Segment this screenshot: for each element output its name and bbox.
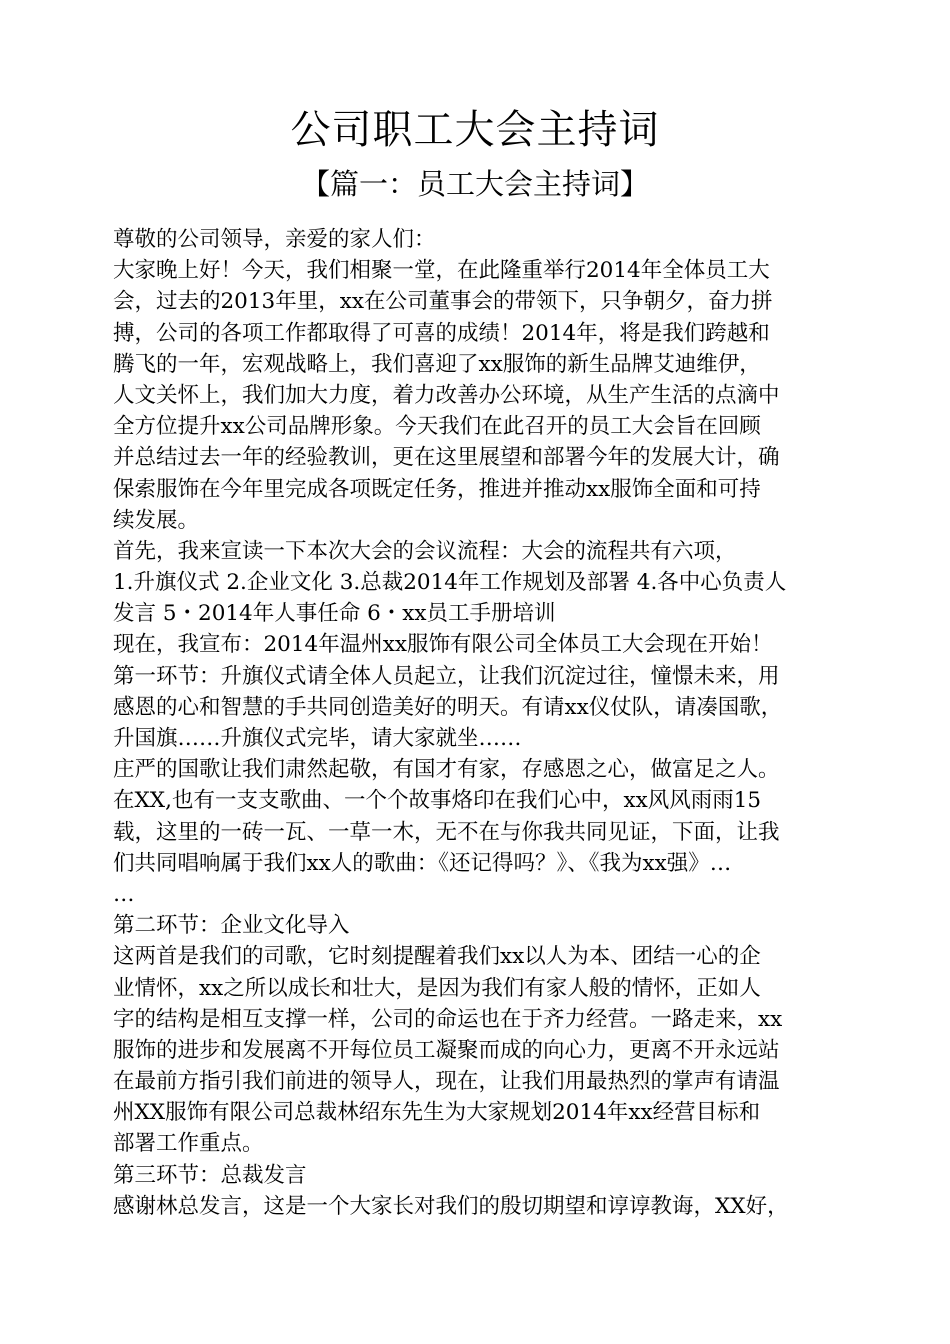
text-line: 人文关怀上，我们加大力度，着力改善办公环境，从生产生活的点滴中	[113, 382, 780, 408]
text-line: 们共同唱响属于我们xx人的歌曲：《还记得吗？》、《我为xx强》…	[113, 850, 732, 876]
text-line: 发言 5・2014年人事任命 6・xx员工手册培训	[113, 601, 556, 627]
text-line: 载，这里的一砖一瓦、一草一木，无不在与你我共同见证，下面，让我	[113, 819, 780, 845]
text-line: 业情怀，xx之所以成长和壮大，是因为我们有家人般的情怀，正如人	[113, 975, 761, 1001]
text-line: 服饰的进步和发展离不开每位员工凝聚而成的向心力，更离不开永远站	[113, 1037, 780, 1063]
text-line: 感恩的心和智慧的手共同创造美好的明天。有请xx仪仗队，请凑国歌，	[113, 694, 783, 720]
text-line: 部署工作重点。	[113, 1131, 264, 1157]
text-line: 搏，公司的各项工作都取得了可喜的成绩！2014年，将是我们跨越和	[113, 320, 770, 346]
text-line: 大家晚上好！今天，我们相聚一堂，在此隆重举行2014年全体员工大	[113, 258, 770, 284]
document-subtitle: 【篇一：员工大会主持词】	[300, 167, 649, 201]
text-line: 1.升旗仪式 2.企业文化 3.总裁2014年工作规划及部署 4.各中心负责人	[113, 570, 787, 596]
text-line: 腾飞的一年，宏观战略上，我们喜迎了xx服饰的新生品牌艾迪维伊，	[113, 351, 761, 377]
text-line: 第一环节：升旗仪式请全体人员起立，让我们沉淀过往，憧憬未来，用	[113, 663, 780, 689]
text-line: 在最前方指引我们前进的领导人，现在，让我们用最热烈的掌声有请温	[113, 1069, 780, 1095]
text-line: 会，过去的2013年里，xx在公司董事会的带领下，只争朝夕，奋力拼	[113, 289, 773, 315]
text-line: 并总结过去一年的经验教训，更在这里展望和部署今年的发展大计，确	[113, 445, 780, 471]
text-line: 全方位提升xx公司品牌形象。今天我们在此召开的员工大会旨在回顾	[113, 414, 761, 440]
text-line: 在XX,也有一支支歌曲、一个个故事烙印在我们心中，xx风风雨雨15	[113, 788, 762, 814]
text-line: 现在，我宣布：2014年温州xx服饰有限公司全体员工大会现在开始！	[113, 632, 773, 658]
text-line: 首先，我来宣读一下本次大会的会议流程：大会的流程共有六项，	[113, 538, 737, 564]
text-line: 第三环节：总裁发言	[113, 1162, 307, 1188]
text-line: 尊敬的公司领导，亲爱的家人们：	[113, 227, 436, 252]
document-body	[113, 224, 843, 1222]
text-line: 这两首是我们的司歌，它时刻提醒着我们xx以人为本、团结一心的企	[113, 944, 761, 970]
text-line: 感谢林总发言，这是一个大家长对我们的殷切期望和谆谆教诲，XX好，	[113, 1193, 789, 1219]
text-line: 续发展。	[113, 507, 200, 533]
text-line: 第二环节：企业文化导入	[113, 913, 350, 939]
text-line: 州XX服饰有限公司总裁林绍东先生为大家规划2014年xx经营目标和	[113, 1100, 761, 1126]
text-line: …	[113, 881, 135, 907]
text-line: 升国旗……升旗仪式完毕，请大家就坐……	[113, 726, 522, 751]
text-line: 字的结构是相互支撑一样，公司的命运也在于齐力经营。一路走来，xx	[113, 1006, 783, 1032]
text-line: 保索服饰在今年里完成各项既定任务，推进并推动xx服饰全面和可持	[113, 476, 761, 502]
document-title: 公司职工大会主持词	[290, 107, 660, 153]
text-line: 庄严的国歌让我们肃然起敬，有国才有家，存感恩之心，做富足之人。	[113, 757, 780, 783]
